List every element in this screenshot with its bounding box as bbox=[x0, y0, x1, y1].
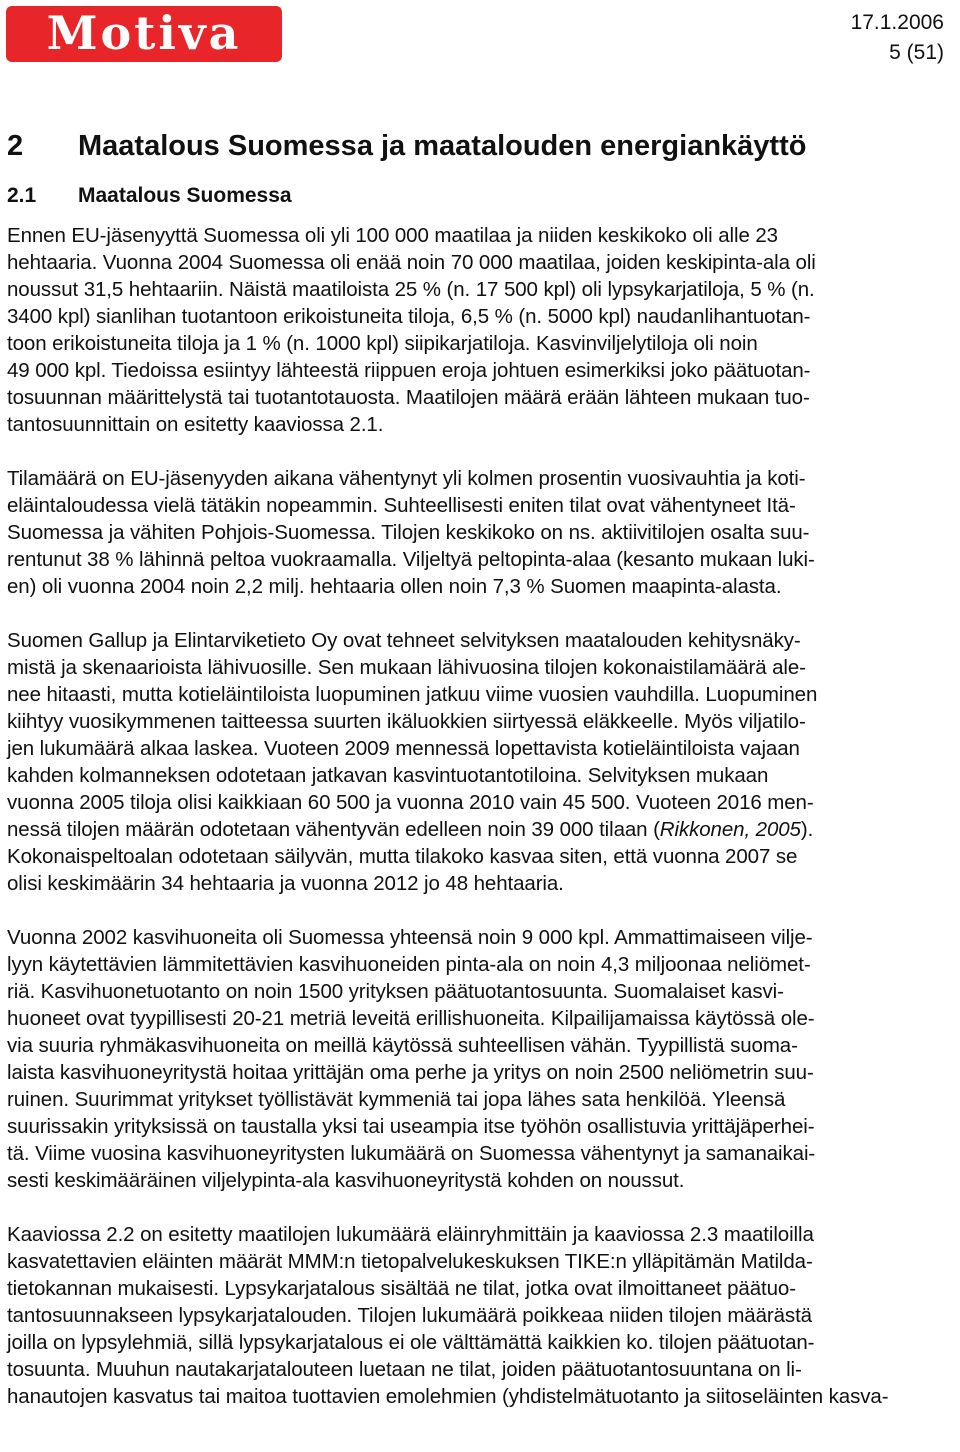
logo-text: Motiva bbox=[46, 6, 242, 60]
paragraph-5: Kaaviossa 2.2 on esitetty maatilojen lukumäärä eläinryhmittäin ja kaaviossa 2.3 maatiloilla kasvatettavien eläinten määrät MMM:n tietopalvelukeskuksen TIKE:n ylläpitämän Matilda- tietokannan mukaisesti. Lypsykarjatalous sisältää ne tilat, jotka ovat ilmoittaneet päätuo- tantosuunnakseen lypsykarjatalouden. Tilojen lukumäärä poikkeaa niiden tilojen määrästä joilla on lypsylehmiä, sillä lypsykarjatalous ei ole välttämättä kaikkien ko. tilojen päätuotan- tosuunta. Muuhun nautakarjatalouteen luetaan ne tilat, joiden päätuotantosuuntana on li- hanautojen kasvatus tai maitoa tuottavien emolehmien (yhdistelmätuotanto ja siitoseläinten kasva- bbox=[7, 1223, 889, 1408]
subsection-number: 2.1 bbox=[7, 184, 37, 207]
paragraph-3 bbox=[7, 627, 957, 897]
section-heading bbox=[7, 124, 957, 168]
paragraph-2: Tilamäärä on EU-jäsenyyden aikana vähentynyt yli kolmen prosentin vuosivauhtia ja koti- eläintaloudessa vielä tätäkin nopeammin. Suhteellisesti eniten tilat ovat vähentyneet Itä- Suomessa ja vähiten Pohjois-Suomessa. Tilojen keskikoko on ns. aktiivitilojen osalta suu- rentunut 38 % lähinnä peltoa vuokraamalla. Viljeltyä peltopinta-alaa (kesanto mukaan luki- en) oli vuonna 2004 noin 2,2 milj. hehtaaria ollen noin 7,3 % Suomen maapinta-alasta. bbox=[7, 467, 815, 598]
document-body bbox=[7, 124, 957, 1410]
citation: Rikkonen, 2005 bbox=[659, 818, 801, 841]
page-header-info bbox=[851, 8, 944, 68]
paragraph-4: Vuonna 2002 kasvihuoneita oli Suomessa yhteensä noin 9 000 kpl. Ammattimaiseen vilje- lyyn käytettävien lämmitettävien kasvihuoneiden pinta-ala on noin 4,3 miljoonaa neliömet- riä. Kasvihuonetuotanto on noin 1500 yrityksen päätuotantosuunta. Suomalaiset kasvi- huoneet ovat tyypillisesti 20-21 metriä leveitä erillishuoneita. Kilpailijamaissa käytössä ole- via suuria ryhmäkasvihuoneita on meillä käytössä suhteellisen vähän. Tyypillistä suoma- laista kasvihuoneyritystä hoitaa yrittäjän oma perhe ja yritys on noin 2500 neliömetrin suu- ruinen. Suurimmat yritykset työllistävät kymmeniä tai jopa lähes sata henkilöä. Yleensä suurissakin yrityksissä on taustalla yksi tai useampia itse työhön osallistuvia yrittäjäperhei- tä. Viime vuosina kasvihuoneyritysten lukumäärä on Suomessa vähentynyt ja samanaikai- sesti keskimääräinen viljelypinta-ala kasvihuoneyritystä kohden on noussut. bbox=[7, 926, 816, 1192]
paragraph-3-text-b: ). Kokonaispeltoalan odotetaan säilyvän, mutta tilakoko kasvaa siten, että vuonna 2007 se olisi keskimäärin 34 hehtaaria ja vuonna 2012 jo 48 hehtaaria. bbox=[7, 818, 814, 895]
section-number: 2 bbox=[7, 130, 24, 162]
page-number: 5 (51) bbox=[889, 41, 944, 64]
subsection-title: Maatalous Suomessa bbox=[78, 184, 292, 207]
subsection-heading bbox=[7, 180, 957, 212]
paragraph-3-text-a: Suomen Gallup ja Elintarviketieto Oy ovat tehneet selvityksen maatalouden kehitysnäky- mistä ja skenaarioista lähivuosille. Sen mukaan lähivuosina tilojen kokonaistilamäärä ale- nee hitaasti, mutta kotieläintiloista luopuminen jatkuu viime vuosien vauhdilla. Luopuminen kiihtyy vuosikymmenen taitteessa suurten ikäluokkien siirtyessä eläkkeelle. Myös viljatilo- jen lukumäärä alkaa laskea. Vuoteen 2009 mennessä lopettavista kotieläintiloista vajaan kahden kolmanneksen odotetaan jatkavan kasvintuotantotiloina. Selvityksen mukaan vuonna 2005 tiloja olisi kaikkiaan 60 500 ja vuonna 2010 vain 45 500. Vuoteen 2016 men- nessä tilojen määrän odotetaan vähentyvän edelleen noin 39 000 tilaan ( bbox=[7, 629, 818, 841]
paragraph-1: Ennen EU-jäsenyyttä Suomessa oli yli 100 000 maatilaa ja niiden keskikoko oli alle 23 hehtaaria. Vuonna 2004 Suomessa oli enää noin 70 000 maatilaa, joiden keskipinta-ala oli noussut 31,5 hehtaariin. Näistä maatiloista 25 % (n. 17 500 kpl) oli lypsykarjatiloja, 5 % (n. 3400 kpl) sianlihan tuotantoon erikoistuneita tiloja, 6,5 % (n. 5000 kpl) naudanlihantuotan- toon erikoistuneita tiloja ja 1 % (n. 1000 kpl) siipikarjatiloja. Kasvinviljelytiloja oli noin 49 000 kpl. Tiedoissa esiintyy lähteestä riippuen eroja johtuen esimerkiksi joko päätuotan- tosuunnan määrittelystä tai tuotantotauosta. Maatilojen määrä erään lähteen mukaan tuo- tantosuunnittain on esitetty kaaviossa 2.1. bbox=[7, 224, 816, 436]
motiva-logo bbox=[6, 6, 282, 62]
document-date: 17.1.2006 bbox=[850, 11, 944, 34]
section-title: Maatalous Suomessa ja maatalouden energiankäyttö bbox=[78, 130, 807, 162]
